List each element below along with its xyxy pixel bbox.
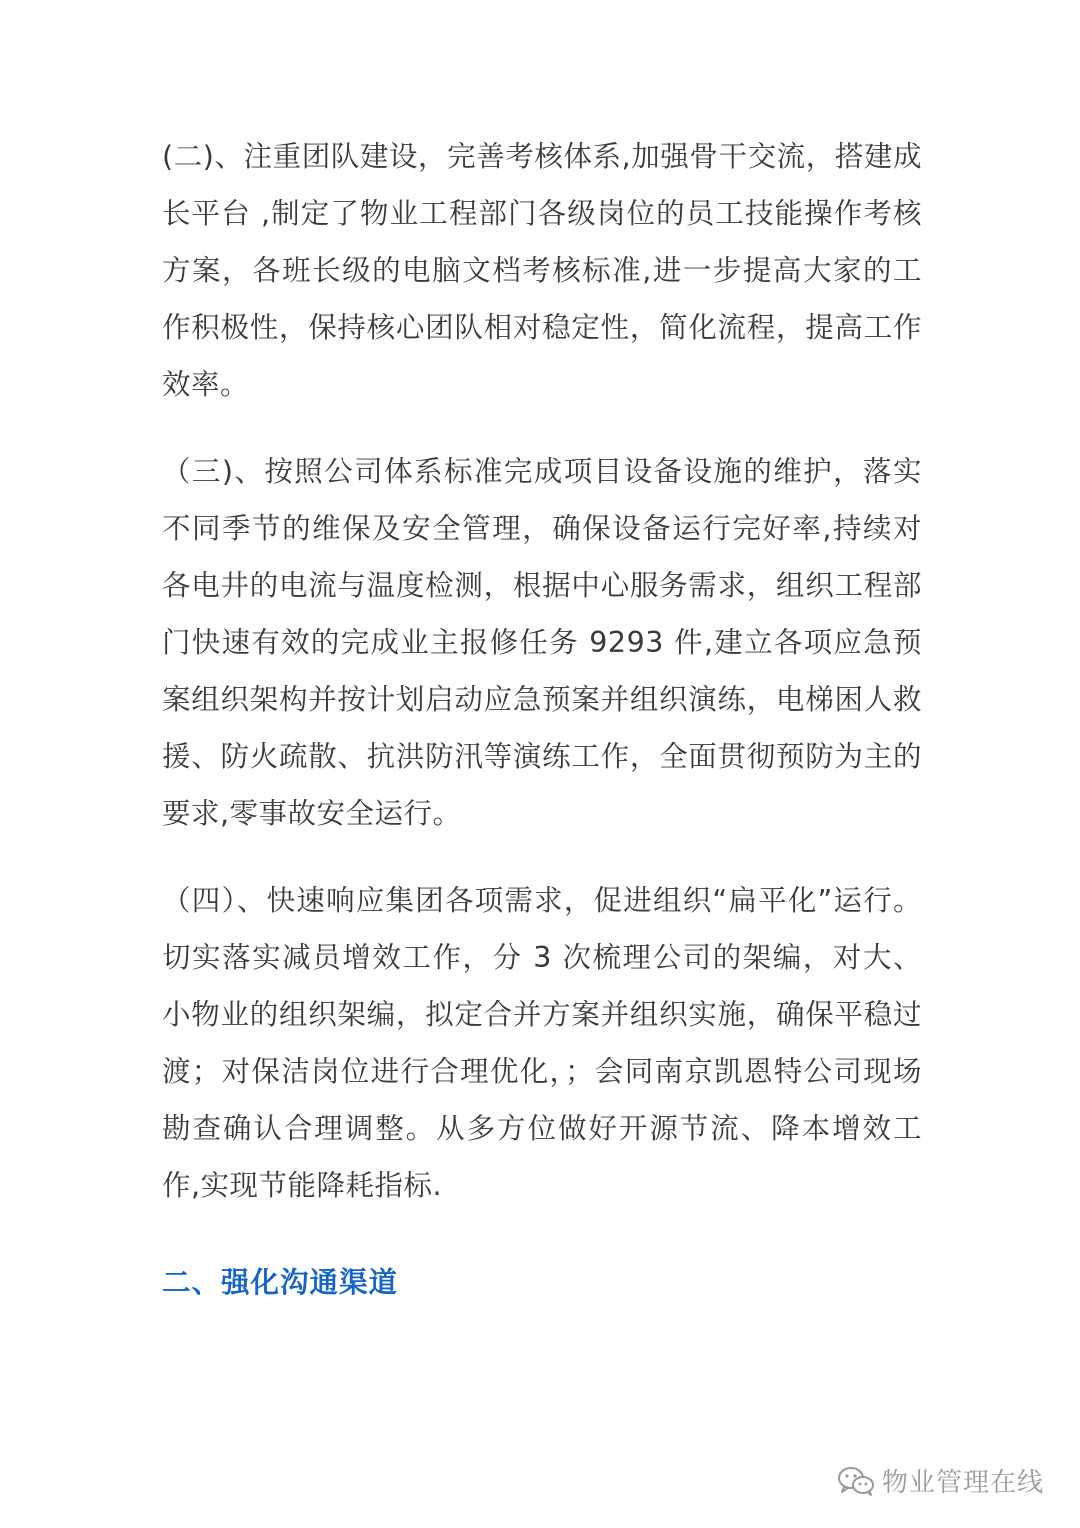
paragraph-equipment-maintenance: （三)、按照公司体系标准完成项目设备设施的维护，落实不同季节的维保及安全管理，确保设备运行完好率,持续对各电井的电流与温度检测，根据中心服务需求，组织工程部门快速有效的完成业主报修任务 9293 件,建立各项应急预案组织架构并按计划启动应急预案并组织演练，电梯困人救援、防火疏散、抗洪防汛等演练工作，全面贯彻预防为主的要求,零事故安全运行。	[162, 455, 922, 830]
watermark	[836, 1462, 1044, 1499]
section-heading: 二、强化沟通渠道	[162, 1266, 399, 1299]
watermark-text: 物业管理在线	[881, 1468, 1044, 1498]
wechat-icon	[836, 1465, 876, 1497]
paragraph-flattening-organization: （四）、快速响应集团各项需求，促进组织“扁平化”运行。切实落实减员增效工作，分 3 次梳理公司的架编，对大、小物业的组织架编，拟定合并方案并组织实施，确保平稳过渡；对保洁岗位进行合理优化，；会同南京凯恩特公司现场勘查确认合理调整。从多方位做好开源节流、降本增效工作,实现节能降耗指标.	[162, 884, 922, 1202]
paragraph-team-building: (二)、注重团队建设，完善考核体系,加强骨干交流，搭建成长平台 ,制定了物业工程部门各级岗位的员工技能操作考核方案，各班长级的电脑文档考核标准,进一步提高大家的工作积极性，保持核心团队相对稳定性，简化流程，提高工作效率。	[162, 140, 922, 401]
article-body	[162, 128, 922, 1311]
